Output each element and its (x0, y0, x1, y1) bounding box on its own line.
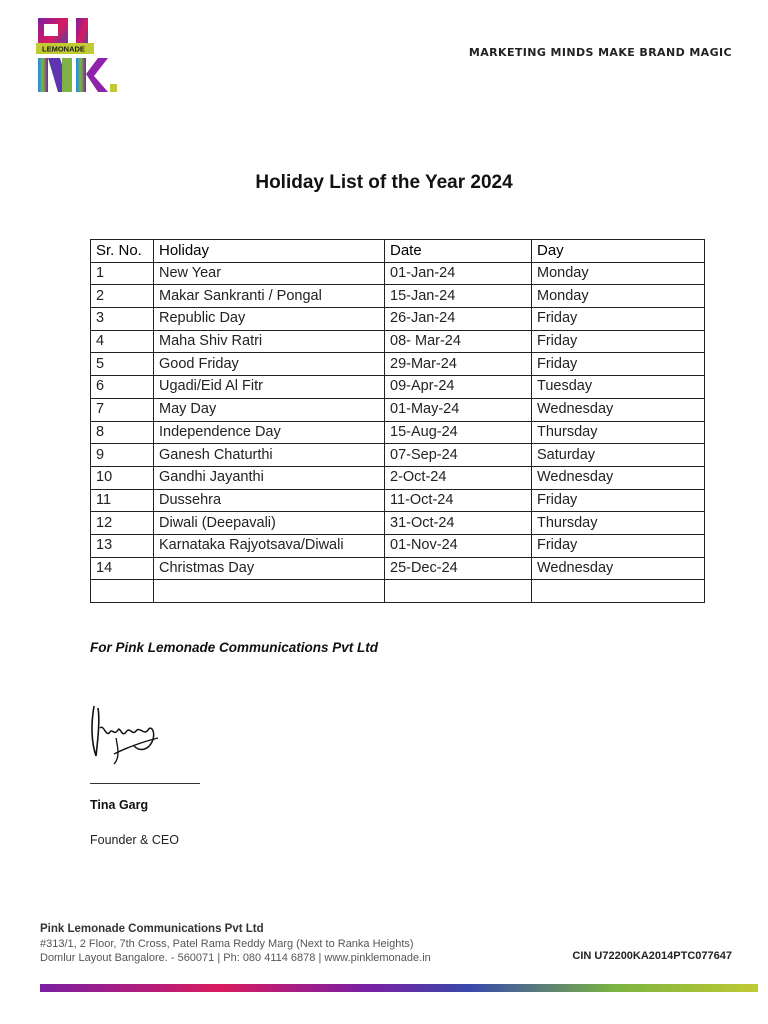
cell-date: 01-Nov-24 (385, 534, 532, 557)
table-row (91, 398, 705, 421)
footer-address-line1: #313/1, 2 Floor, 7th Cross, Patel Rama Reddy Marg (Next to Ranka Heights) (40, 938, 414, 950)
footer-cin: CIN U72200KA2014PTC077647 (572, 950, 732, 962)
table-row (91, 262, 705, 285)
cell-day: Friday (532, 330, 705, 353)
footer-company-name: Pink Lemonade Communications Pvt Ltd (40, 923, 264, 935)
table-row (91, 557, 705, 580)
cell-holiday: May Day (154, 398, 385, 421)
table-row (91, 308, 705, 331)
cell-holiday (154, 580, 385, 603)
cell-day (532, 580, 705, 603)
cell-sr-no: 12 (91, 512, 154, 535)
cell-sr-no: 7 (91, 398, 154, 421)
cell-holiday: Makar Sankranti / Pongal (154, 285, 385, 308)
cell-date: 26-Jan-24 (385, 308, 532, 331)
cell-date: 25-Dec-24 (385, 557, 532, 580)
cell-holiday: Diwali (Deepavali) (154, 512, 385, 535)
cell-holiday: Ugadi/Eid Al Fitr (154, 376, 385, 399)
cell-date: 08- Mar-24 (385, 330, 532, 353)
cell-sr-no: 13 (91, 534, 154, 557)
table-row (91, 466, 705, 489)
footer-address-line2: Domlur Layout Bangalore. - 560071 | Ph: 080 4114 6878 | www.pinklemonade.in (40, 952, 431, 964)
cell-sr-no: 14 (91, 557, 154, 580)
table-row (91, 580, 705, 603)
cell-sr-no (91, 580, 154, 603)
cell-holiday: New Year (154, 262, 385, 285)
cell-holiday: Christmas Day (154, 557, 385, 580)
cell-holiday: Republic Day (154, 308, 385, 331)
cell-day: Wednesday (532, 557, 705, 580)
brand-tagline: MARKETING MINDS MAKE BRAND MAGIC (468, 46, 732, 59)
footer-color-bar (40, 984, 758, 992)
header-day: Day (532, 240, 705, 263)
signature-image (86, 698, 166, 770)
cell-day: Saturday (532, 444, 705, 467)
cell-sr-no: 11 (91, 489, 154, 512)
cell-sr-no: 8 (91, 421, 154, 444)
header-date: Date (385, 240, 532, 263)
cell-day: Thursday (532, 421, 705, 444)
cell-sr-no: 9 (91, 444, 154, 467)
cell-holiday: Dussehra (154, 489, 385, 512)
table-row (91, 512, 705, 535)
cell-sr-no: 4 (91, 330, 154, 353)
holiday-table (90, 239, 705, 603)
table-row (91, 421, 705, 444)
cell-day: Friday (532, 489, 705, 512)
cell-holiday: Ganesh Chaturthi (154, 444, 385, 467)
signatory-name: Tina Garg (90, 798, 149, 812)
logo-wordmark: LEMONADE (42, 44, 85, 54)
footer-address (40, 937, 431, 965)
table-row (91, 376, 705, 399)
cell-day: Friday (532, 353, 705, 376)
cell-sr-no: 1 (91, 262, 154, 285)
cell-date: 15-Jan-24 (385, 285, 532, 308)
cell-day: Monday (532, 285, 705, 308)
cell-sr-no: 6 (91, 376, 154, 399)
cell-date (385, 580, 532, 603)
cell-date: 07-Sep-24 (385, 444, 532, 467)
table-row (91, 534, 705, 557)
cell-sr-no: 10 (91, 466, 154, 489)
cell-date: 11-Oct-24 (385, 489, 532, 512)
cell-day: Wednesday (532, 466, 705, 489)
cell-day: Friday (532, 534, 705, 557)
cell-date: 2-Oct-24 (385, 466, 532, 489)
cell-day: Wednesday (532, 398, 705, 421)
cell-day: Tuesday (532, 376, 705, 399)
cell-holiday: Good Friday (154, 353, 385, 376)
header-holiday: Holiday (154, 240, 385, 263)
cell-date: 09-Apr-24 (385, 376, 532, 399)
signature-line (90, 783, 200, 784)
company-logo (36, 16, 118, 94)
header-sr-no: Sr. No. (91, 240, 154, 263)
cell-date: 29-Mar-24 (385, 353, 532, 376)
cell-day: Friday (532, 308, 705, 331)
signatory-title: Founder & CEO (90, 833, 179, 847)
cell-date: 31-Oct-24 (385, 512, 532, 535)
cell-holiday: Karnataka Rajyotsava/Diwali (154, 534, 385, 557)
company-signoff-line: For Pink Lemonade Communications Pvt Ltd (90, 640, 379, 655)
cell-sr-no: 5 (91, 353, 154, 376)
cell-day: Thursday (532, 512, 705, 535)
table-header-row (91, 240, 705, 263)
table-row (91, 489, 705, 512)
cell-holiday: Maha Shiv Ratri (154, 330, 385, 353)
cell-date: 01-May-24 (385, 398, 532, 421)
cell-day: Monday (532, 262, 705, 285)
cell-holiday: Independence Day (154, 421, 385, 444)
table-row (91, 444, 705, 467)
table-row (91, 330, 705, 353)
cell-sr-no: 2 (91, 285, 154, 308)
page-title: Holiday List of the Year 2024 (255, 172, 513, 193)
cell-holiday: Gandhi Jayanthi (154, 466, 385, 489)
cell-date: 01-Jan-24 (385, 262, 532, 285)
table-row (91, 353, 705, 376)
table-row (91, 285, 705, 308)
cell-sr-no: 3 (91, 308, 154, 331)
cell-date: 15-Aug-24 (385, 421, 532, 444)
